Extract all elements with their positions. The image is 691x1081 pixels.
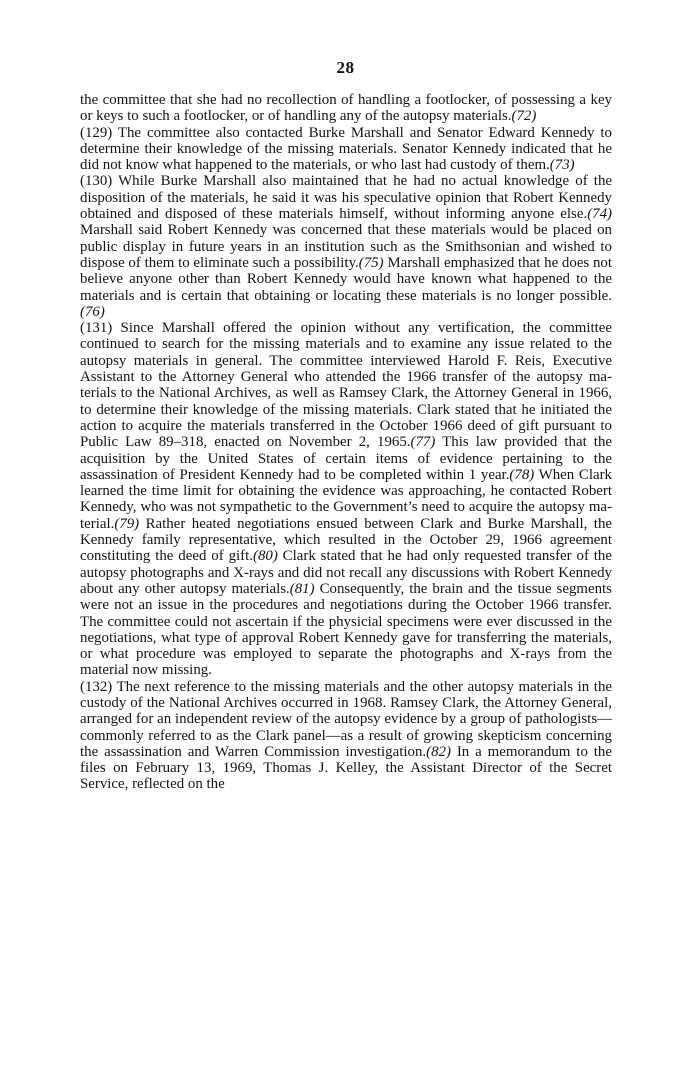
paragraph-text: (130) While Burke Marshall also maintained that he had no actual knowledge of the disposition of the materials, he said it was his speculative opinion that Robert Kennedy obtained and disposed of these materials himself, without informing anyone else. <box>80 173 612 223</box>
footnote-reference: (78) <box>509 466 535 483</box>
text-body <box>80 92 612 793</box>
footnote-reference: (77) <box>410 434 436 451</box>
page-number: 28 <box>336 58 355 77</box>
footnote-reference: (82) <box>426 743 451 760</box>
footnote-reference: (76) <box>80 303 105 320</box>
paragraph-text: When Clark learned the time limit for obtaining the evidence was approaching, he contacted Robert Kennedy, who was not sympathetic to the Government’s need to acquire the autopsy material. <box>80 466 612 532</box>
footnote-reference: (75) <box>358 254 384 271</box>
footnote-reference: (80) <box>252 548 278 565</box>
footnote-reference: (79) <box>114 515 140 532</box>
paragraph-text: Marshall emphasized that he does not believe anyone other than Robert Kennedy would have known what happened to the materials and is certain that obtaining or locating these materials is no longer possible. <box>80 254 612 304</box>
paragraph-text: the committee that she had no recollection of handling a footlocker, of possessing a key or keys to such a footlocker, or of handling any of the autopsy materials. <box>80 92 612 125</box>
paragraph-text: This law provided that the acquisition by the United States of certain items of evidence pertaining to the assassination of President Kennedy had to be completed within 1 year. <box>80 434 612 483</box>
paragraph-text: Consequently, the brain and the tissue segments were not an issue in the procedures and negotiations during the October 1966 transfer. The committee could not ascertain if the physicial specimens were ever discussed in the negotiations, what type of approval Robert Kennedy gave for transferring the materials, or what procedure was employed to separate the photographs and X-rays from the material now missing. <box>80 580 612 679</box>
paragraph <box>80 320 612 679</box>
paragraph <box>80 173 612 320</box>
footnote-reference: (81) <box>289 580 315 597</box>
paragraph-text: In a memorandum to the files on February 13, 1969, Thomas J. Kelley, the Assistant Director of the Secret Service, reflected on the <box>80 743 612 793</box>
paragraph-text: (129) The committee also contacted Burke Marshall and Senator Edward Kennedy to determine their knowledge of the missing materials. Senator Kennedy indicated that he did not know what happened to the materials, or who last had custody of them. <box>80 124 612 174</box>
paragraph <box>80 679 612 793</box>
footnote-reference: (74) <box>587 206 612 223</box>
paragraph <box>80 92 612 125</box>
paragraph <box>80 125 612 174</box>
footnote-reference: (73) <box>549 157 575 174</box>
footnote-reference: (72) <box>511 108 537 125</box>
paragraph-text: (132) The next reference to the missing materials and the other autopsy materials in the custody of the National Archives occurred in 1968. Ramsey Clark, the Attorney General, arranged for an independent review of the autopsy evidence by a group of pathologists—commonly referred to as the Clark panel—as a result of growing skepticism concerning the assassination and Warren Commission investigation. <box>80 678 612 760</box>
paragraph-text: Clark stated that he had only requested transfer of the autopsy photographs and X-rays and did not recall any discussions with Robert Kennedy about any other autopsy materials. <box>80 548 612 597</box>
paragraph-text: (131) Since Marshall offered the opinion without any vertification, the committee continued to search for the missing materials and to examine any issue related to the autopsy materials in general. The committee interviewed Harold F. Reis, Executive Assistant to the Attorney General who attended the 1966 transfer of the autopsy materials to the National Archives, as well as Ramsey Clark, the Attorney General in 1966, to determine their knowledge of the missing materials. Clark stated that he initiated the action to acquire the materials transferred in the October 1966 deed of gift pursuant to Public Law 89–318, enacted on November 2, 1965. <box>80 320 612 451</box>
paragraph-text: Marshall said Robert Kennedy was concerned that these materials would be placed on public display in future years in an institution such as the Smithsonian and wished to dispose of them to eliminate such a possibility. <box>80 222 612 271</box>
paragraph-text: Rather heated negotiations ensued between Clark and Burke Marshall, the Kennedy family representative, which resulted in the October 29, 1966 agreement constituting the deed of gift. <box>80 515 612 565</box>
